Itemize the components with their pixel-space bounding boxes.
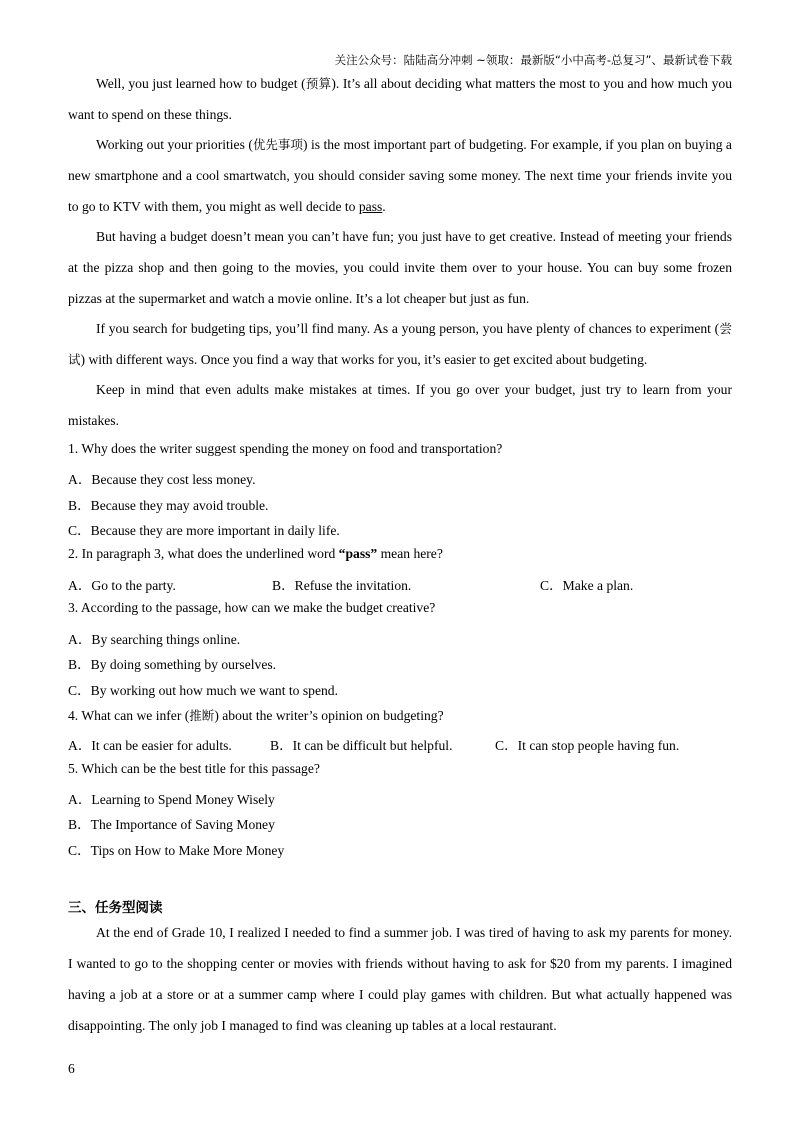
question-3-stem: 3. According to the passage, how can we make the budget creative? xyxy=(68,600,436,615)
question-2-option-b: B．Refuse the invitation. xyxy=(272,578,412,593)
section-3-title: 三、任务型阅读 xyxy=(68,900,163,916)
question-4-stem: 4. What can we infer (推断) about the writer’s opinion on budgeting? xyxy=(68,708,444,723)
question-5-stem: 5. Which can be the best title for this passage? xyxy=(68,761,320,776)
header-note: 关注公众号：陆陆高分冲刺 ~领取：最新版“小中高考-总复习”、最新试卷下载 xyxy=(334,53,732,67)
passage-paragraph-2: Working out your priorities (优先事项) is the most important part of budgeting. For example, if you plan on buying a new smartphone and a cool smartwatch, you should consider saving some money. The next time your friends invite you to go to KTV with them, you might as well decide to pass. xyxy=(68,137,732,214)
question-3-option-a: A．By searching things online. xyxy=(68,632,241,647)
page-number: 6 xyxy=(68,1061,75,1076)
question-1-stem: 1. Why does the writer suggest spending the money on food and transportation? xyxy=(68,441,503,456)
question-4-option-b: B．It can be difficult but helpful. xyxy=(270,738,453,753)
question-5-option-c: C．Tips on How to Make More Money xyxy=(68,843,285,858)
passage-paragraph-3: But having a budget doesn’t mean you can’t have fun; you just have to get creative. Instead of meeting your friends at the pizza shop and then going to the movies, you could invite them over to your house. You can buy some frozen pizzas at the supermarket and watch a movie online. It’s a lot cheaper but just as fun. xyxy=(68,229,732,306)
section-3-paragraph-1: At the end of Grade 10, I realized I needed to find a summer job. I was tired of having to ask my parents for money. I wanted to go to the shopping center or movies with friends without having to ask for $20 from my parents. I imagined having a job at a store or at a summer camp where I could play games with children. But what actually happened was disappointing. The only job I managed to find was cleaning up tables at a local restaurant. xyxy=(68,925,732,1033)
question-1-option-c: C．Because they are more important in daily life. xyxy=(68,523,340,538)
passage-paragraph-5: Keep in mind that even adults make mistakes at times. If you go over your budget, just try to learn from your mistakes. xyxy=(68,382,732,428)
passage-paragraph-1: Well, you just learned how to budget (预算). It’s all about deciding what matters the most to you and how much you want to spend on these things. xyxy=(68,76,732,122)
question-2-stem: 2. In paragraph 3, what does the underlined word “pass” mean here? xyxy=(68,546,443,561)
question-2-option-a: A．Go to the party. xyxy=(68,578,176,593)
question-1-option-b: B．Because they may avoid trouble. xyxy=(68,498,269,513)
question-4-option-c: C．It can stop people having fun. xyxy=(495,738,680,753)
question-2-option-c: C．Make a plan. xyxy=(540,578,634,593)
question-5-option-b: B．The Importance of Saving Money xyxy=(68,817,275,832)
question-5-option-a: A．Learning to Spend Money Wisely xyxy=(68,792,275,807)
question-3-option-b: B．By doing something by ourselves. xyxy=(68,657,277,672)
question-1-option-a: A．Because they cost less money. xyxy=(68,472,256,487)
question-4-option-a: A．It can be easier for adults. xyxy=(68,738,232,753)
passage-paragraph-4: If you search for budgeting tips, you’ll find many. As a young person, you have plenty of chances to experiment (尝试) with different ways. Once you find a way that works for you, it’s easier to get excited about budgeting. xyxy=(68,321,732,367)
question-3-option-c: C．By working out how much we want to spend. xyxy=(68,683,338,698)
underlined-word-pass: pass xyxy=(358,199,383,214)
